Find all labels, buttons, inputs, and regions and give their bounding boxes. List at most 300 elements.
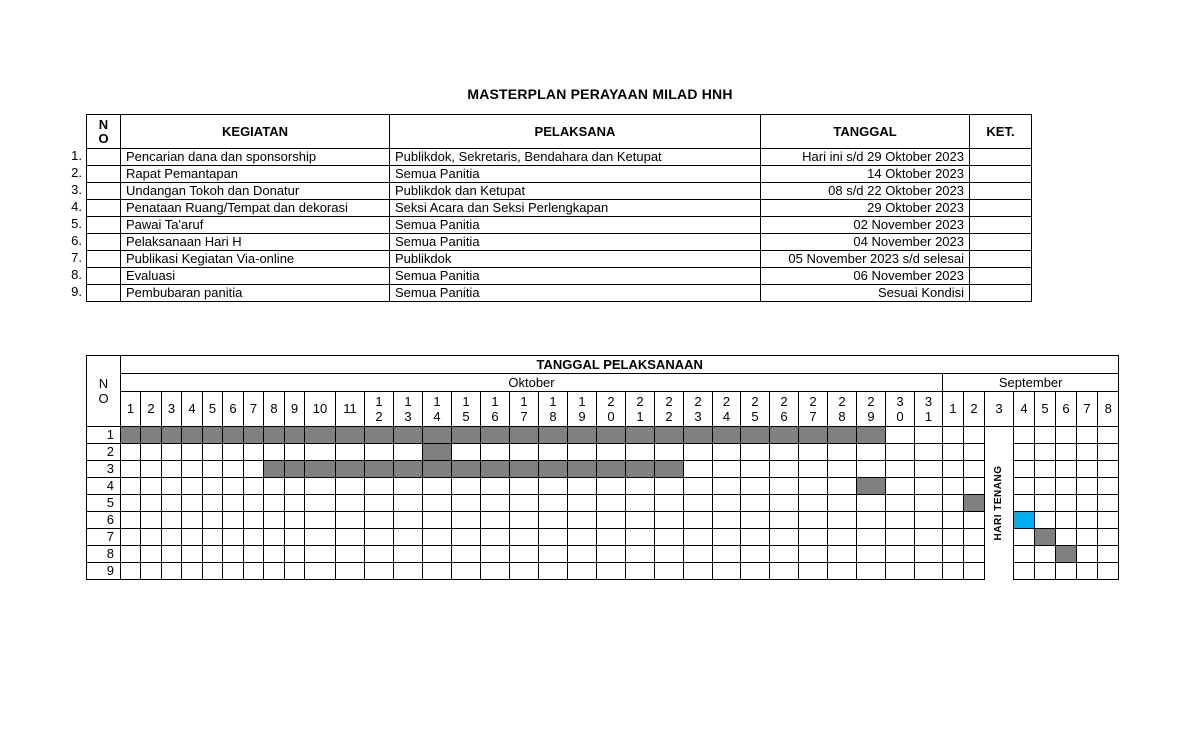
gantt-row-number: 3: [87, 461, 121, 478]
day-header: [1098, 392, 1119, 427]
schedule-cell: [203, 546, 223, 563]
schedule-cell: [828, 444, 857, 461]
schedule-cell: [452, 529, 481, 546]
calm-period-cell: [985, 427, 1014, 580]
schedule-cell: [568, 546, 597, 563]
schedule-cell: [244, 495, 264, 512]
schedule-cell: [223, 512, 244, 529]
gantt-row-number: 6: [87, 512, 121, 529]
schedule-cell: [1077, 529, 1098, 546]
schedule-cell: [1098, 546, 1119, 563]
schedule-cell: [597, 563, 626, 580]
schedule-cell: [203, 461, 223, 478]
day-header: [182, 392, 203, 427]
gantt-row: [87, 444, 1119, 461]
schedule-cell: [1098, 512, 1119, 529]
schedule-cell: [182, 529, 203, 546]
schedule-cell: [244, 512, 264, 529]
schedule-cell: [964, 444, 985, 461]
schedule-cell: [452, 495, 481, 512]
schedule-cell: [244, 529, 264, 546]
day-label: 2 0: [607, 394, 615, 424]
schedule-cell: [684, 512, 713, 529]
schedule-cell: [626, 512, 655, 529]
schedule-cell: [121, 563, 141, 580]
schedule-cell: [264, 478, 285, 495]
schedule-cell: [394, 478, 423, 495]
day-label: 2 5: [751, 394, 759, 424]
schedule-cell: [943, 461, 964, 478]
kegiatan-cell: Rapat Pemantapan: [121, 166, 390, 183]
schedule-bar-cell: [510, 427, 539, 444]
schedule-cell: [394, 444, 423, 461]
gantt-title-row: [87, 356, 1119, 374]
schedule-cell: [121, 444, 141, 461]
day-label: 10: [312, 401, 328, 416]
schedule-cell: [626, 546, 655, 563]
tanggal-cell: 08 s/d 22 Oktober 2023: [761, 183, 970, 200]
schedule-cell: [915, 427, 943, 444]
day-header: [799, 392, 828, 427]
schedule-bar-cell: [770, 427, 799, 444]
schedule-cell: [1077, 427, 1098, 444]
schedule-cell: [1056, 461, 1077, 478]
schedule-cell: [684, 461, 713, 478]
day-header: [828, 392, 857, 427]
day-header: [713, 392, 741, 427]
no-cell: [87, 149, 121, 166]
schedule-cell: [915, 461, 943, 478]
schedule-cell: [886, 546, 915, 563]
schedule-cell: [857, 512, 886, 529]
calm-period-label: HARI TENANG: [993, 465, 1004, 541]
schedule-cell: [1035, 444, 1056, 461]
day-header: [539, 392, 568, 427]
schedule-cell: [539, 495, 568, 512]
schedule-cell: [1014, 444, 1035, 461]
schedule-cell: [770, 546, 799, 563]
schedule-cell: [943, 563, 964, 580]
schedule-cell: [828, 461, 857, 478]
schedule-cell: [770, 529, 799, 546]
schedule-cell: [915, 546, 943, 563]
schedule-cell: [285, 444, 305, 461]
table-row: [87, 200, 1032, 217]
schedule-cell: [1056, 563, 1077, 580]
day-header: [121, 392, 141, 427]
day-header: [626, 392, 655, 427]
schedule-cell: [121, 512, 141, 529]
schedule-cell: [799, 563, 828, 580]
schedule-cell: [223, 495, 244, 512]
schedule-bar-cell: [423, 461, 452, 478]
schedule-cell: [713, 461, 741, 478]
day-header: [203, 392, 223, 427]
day-label: 1 5: [462, 394, 470, 424]
tanggal-cell: 06 November 2023: [761, 268, 970, 285]
day-header: [336, 392, 365, 427]
header-kegiatan: KEGIATAN: [121, 115, 390, 149]
gantt-row: [87, 529, 1119, 546]
schedule-cell: [943, 495, 964, 512]
gantt-row-number: 7: [87, 529, 121, 546]
schedule-cell: [915, 478, 943, 495]
schedule-cell: [597, 546, 626, 563]
schedule-cell: [203, 478, 223, 495]
schedule-bar-cell: [964, 495, 985, 512]
schedule-cell: [684, 563, 713, 580]
day-header: [684, 392, 713, 427]
schedule-bar-cell: [510, 461, 539, 478]
day-header: [162, 392, 182, 427]
table-row: [87, 183, 1032, 200]
schedule-cell: [539, 546, 568, 563]
schedule-cell: [1077, 546, 1098, 563]
schedule-cell: [539, 478, 568, 495]
schedule-bar-cell: [264, 427, 285, 444]
day-label: 4: [1020, 401, 1028, 416]
schedule-cell: [510, 495, 539, 512]
schedule-cell: [655, 546, 684, 563]
schedule-cell: [886, 563, 915, 580]
schedule-cell: [886, 478, 915, 495]
day-label: 1 8: [549, 394, 557, 424]
schedule-cell: [223, 444, 244, 461]
schedule-cell: [964, 563, 985, 580]
schedule-cell: [264, 444, 285, 461]
schedule-cell: [568, 512, 597, 529]
schedule-cell: [203, 512, 223, 529]
schedule-cell: [1035, 478, 1056, 495]
schedule-bar-cell: [223, 427, 244, 444]
schedule-cell: [203, 529, 223, 546]
schedule-cell: [141, 478, 162, 495]
schedule-cell: [162, 512, 182, 529]
schedule-bar-cell: [568, 427, 597, 444]
schedule-cell: [597, 478, 626, 495]
schedule-cell: [285, 529, 305, 546]
day-label: 1: [949, 401, 957, 416]
table-row: [87, 285, 1032, 302]
schedule-cell: [223, 478, 244, 495]
day-header: [394, 392, 423, 427]
schedule-cell: [510, 444, 539, 461]
schedule-cell: [162, 529, 182, 546]
schedule-cell: [943, 444, 964, 461]
gantt-row: [87, 512, 1119, 529]
schedule-cell: [452, 444, 481, 461]
schedule-cell: [182, 495, 203, 512]
schedule-bar-cell: [452, 427, 481, 444]
kegiatan-cell: Undangan Tokoh dan Donatur: [121, 183, 390, 200]
schedule-cell: [741, 563, 770, 580]
schedule-cell: [285, 512, 305, 529]
schedule-bar-cell: [1035, 529, 1056, 546]
schedule-bar-cell: [394, 461, 423, 478]
day-header: [452, 392, 481, 427]
day-header: [264, 392, 285, 427]
schedule-bar-cell: [365, 461, 394, 478]
schedule-cell: [597, 495, 626, 512]
schedule-bar-cell: [481, 461, 510, 478]
pelaksana-cell: Seksi Acara dan Seksi Perlengkapan: [390, 200, 761, 217]
schedule-cell: [481, 546, 510, 563]
schedule-cell: [1014, 529, 1035, 546]
schedule-cell: [1014, 495, 1035, 512]
schedule-cell: [452, 546, 481, 563]
schedule-cell: [141, 563, 162, 580]
schedule-bar-cell: [141, 427, 162, 444]
schedule-cell: [481, 563, 510, 580]
masterplan-table: [86, 114, 1032, 302]
schedule-bar-cell: [336, 427, 365, 444]
schedule-cell: [1077, 478, 1098, 495]
day-label: 5: [208, 401, 217, 416]
schedule-cell: [886, 444, 915, 461]
schedule-cell: [203, 444, 223, 461]
schedule-cell: [626, 529, 655, 546]
schedule-bar-cell: [857, 478, 886, 495]
day-header: [285, 392, 305, 427]
page-title: MASTERPLAN PERAYAAN MILAD HNH: [467, 86, 733, 102]
schedule-cell: [1098, 563, 1119, 580]
schedule-cell: [305, 529, 336, 546]
schedule-bar-cell: [423, 427, 452, 444]
pelaksana-cell: Publikdok: [390, 251, 761, 268]
schedule-cell: [568, 495, 597, 512]
schedule-cell: [394, 512, 423, 529]
schedule-cell: [141, 461, 162, 478]
day-label: 2: [147, 401, 155, 416]
schedule-cell: [886, 512, 915, 529]
schedule-bar-cell: [828, 427, 857, 444]
ket-cell: [970, 234, 1032, 251]
no-cell: [87, 217, 121, 234]
schedule-cell: [365, 444, 394, 461]
schedule-cell: [741, 512, 770, 529]
schedule-cell: [597, 529, 626, 546]
ket-cell: [970, 285, 1032, 302]
day-label: 8: [1104, 401, 1112, 416]
schedule-cell: [305, 495, 336, 512]
gantt-row: [87, 563, 1119, 580]
day-header: [915, 392, 943, 427]
schedule-cell: [423, 546, 452, 563]
schedule-cell: [539, 529, 568, 546]
schedule-cell: [655, 563, 684, 580]
day-label: 1: [126, 401, 135, 416]
gantt-row-number: 2: [87, 444, 121, 461]
schedule-cell: [423, 495, 452, 512]
header-row: [87, 115, 1032, 149]
ket-cell: [970, 200, 1032, 217]
schedule-cell: [886, 495, 915, 512]
schedule-cell: [182, 444, 203, 461]
day-header: [365, 392, 394, 427]
kegiatan-cell: Publikasi Kegiatan Via-online: [121, 251, 390, 268]
day-label: 2 1: [636, 394, 644, 424]
day-label: 1 3: [404, 394, 412, 424]
schedule-cell: [1098, 444, 1119, 461]
schedule-table: [86, 355, 1119, 580]
table-row: [87, 166, 1032, 183]
schedule-cell: [1098, 461, 1119, 478]
no-cell: [87, 183, 121, 200]
schedule-bar-cell: [285, 427, 305, 444]
schedule-cell: [943, 478, 964, 495]
day-header: [141, 392, 162, 427]
schedule-cell: [285, 546, 305, 563]
schedule-bar-cell: [626, 427, 655, 444]
day-label: 2 7: [809, 394, 817, 424]
schedule-cell: [1077, 563, 1098, 580]
schedule-cell: [481, 444, 510, 461]
gantt-row-number: 9: [87, 563, 121, 580]
day-header: [244, 392, 264, 427]
header-tanggal: TANGGAL: [761, 115, 970, 149]
tanggal-cell: 05 November 2023 s/d selesai: [761, 251, 970, 268]
day-header: [1014, 392, 1035, 427]
schedule-cell: [305, 512, 336, 529]
schedule-bar-cell: [336, 461, 365, 478]
pelaksana-cell: Semua Panitia: [390, 268, 761, 285]
day-label: 5: [1041, 401, 1049, 416]
schedule-cell: [828, 512, 857, 529]
schedule-cell: [964, 478, 985, 495]
schedule-cell: [121, 546, 141, 563]
schedule-cell: [943, 529, 964, 546]
day-header: [597, 392, 626, 427]
gantt-month-row: [87, 374, 1119, 392]
schedule-cell: [886, 461, 915, 478]
day-header: [655, 392, 684, 427]
gantt-header-no-label: N O: [98, 376, 109, 406]
schedule-cell: [539, 512, 568, 529]
schedule-cell: [828, 478, 857, 495]
tanggal-cell: Hari ini s/d 29 Oktober 2023: [761, 149, 970, 166]
schedule-cell: [568, 478, 597, 495]
pelaksana-cell: Publikdok, Sekretaris, Bendahara dan Ketupat: [390, 149, 761, 166]
schedule-cell: [223, 529, 244, 546]
kegiatan-cell: Pembubaran panitia: [121, 285, 390, 302]
schedule-cell: [336, 444, 365, 461]
schedule-bar-cell: [305, 427, 336, 444]
schedule-cell: [1035, 512, 1056, 529]
schedule-cell: [423, 478, 452, 495]
schedule-cell: [1056, 495, 1077, 512]
schedule-cell: [223, 563, 244, 580]
schedule-cell: [141, 546, 162, 563]
schedule-cell: [1098, 478, 1119, 495]
day-label: 3: [995, 401, 1003, 416]
header-no-label: N O: [98, 116, 109, 146]
schedule-cell: [510, 563, 539, 580]
schedule-cell: [741, 495, 770, 512]
kegiatan-cell: Evaluasi: [121, 268, 390, 285]
schedule-cell: [828, 529, 857, 546]
schedule-bar-cell: [1014, 512, 1035, 529]
schedule-cell: [799, 529, 828, 546]
pelaksana-cell: Semua Panitia: [390, 234, 761, 251]
schedule-cell: [264, 546, 285, 563]
schedule-cell: [964, 546, 985, 563]
row-number: 6.: [71, 233, 82, 248]
schedule-cell: [964, 427, 985, 444]
schedule-cell: [244, 461, 264, 478]
table-row: [87, 251, 1032, 268]
tanggal-cell: 02 November 2023: [761, 217, 970, 234]
day-header: [857, 392, 886, 427]
schedule-cell: [626, 495, 655, 512]
schedule-cell: [713, 563, 741, 580]
schedule-cell: [336, 563, 365, 580]
schedule-cell: [964, 529, 985, 546]
schedule-cell: [857, 529, 886, 546]
schedule-bar-cell: [423, 444, 452, 461]
schedule-bar-cell: [568, 461, 597, 478]
no-cell: [87, 200, 121, 217]
row-number: 9.: [71, 284, 82, 299]
schedule-cell: [481, 478, 510, 495]
schedule-bar-cell: [121, 427, 141, 444]
gantt-row-number: 8: [87, 546, 121, 563]
ket-cell: [970, 183, 1032, 200]
schedule-cell: [423, 563, 452, 580]
day-label: 1 6: [491, 394, 499, 424]
schedule-cell: [141, 512, 162, 529]
tanggal-cell: Sesuai Kondisi: [761, 285, 970, 302]
schedule-cell: [481, 512, 510, 529]
schedule-cell: [264, 495, 285, 512]
schedule-cell: [394, 495, 423, 512]
schedule-cell: [857, 563, 886, 580]
schedule-cell: [1098, 529, 1119, 546]
schedule-cell: [452, 478, 481, 495]
schedule-cell: [182, 546, 203, 563]
row-number: 4.: [71, 199, 82, 214]
day-label: 2 3: [694, 394, 702, 424]
schedule-cell: [684, 444, 713, 461]
header-ket: KET.: [970, 115, 1032, 149]
schedule-cell: [162, 563, 182, 580]
schedule-cell: [1077, 461, 1098, 478]
schedule-cell: [510, 546, 539, 563]
day-label: 2 9: [867, 394, 875, 424]
schedule-cell: [857, 461, 886, 478]
table-row: [87, 268, 1032, 285]
schedule-cell: [1014, 461, 1035, 478]
ket-cell: [970, 149, 1032, 166]
schedule-cell: [964, 461, 985, 478]
day-header: [223, 392, 244, 427]
gantt-row: [87, 546, 1119, 563]
schedule-cell: [141, 529, 162, 546]
schedule-cell: [597, 512, 626, 529]
schedule-cell: [713, 512, 741, 529]
schedule-cell: [1056, 529, 1077, 546]
schedule-cell: [568, 563, 597, 580]
schedule-bar-cell: [244, 427, 264, 444]
schedule-cell: [394, 563, 423, 580]
schedule-cell: [684, 546, 713, 563]
schedule-cell: [770, 478, 799, 495]
schedule-bar-cell: [626, 461, 655, 478]
schedule-cell: [1035, 546, 1056, 563]
schedule-cell: [713, 546, 741, 563]
schedule-cell: [943, 427, 964, 444]
schedule-cell: [336, 478, 365, 495]
day-header: [741, 392, 770, 427]
